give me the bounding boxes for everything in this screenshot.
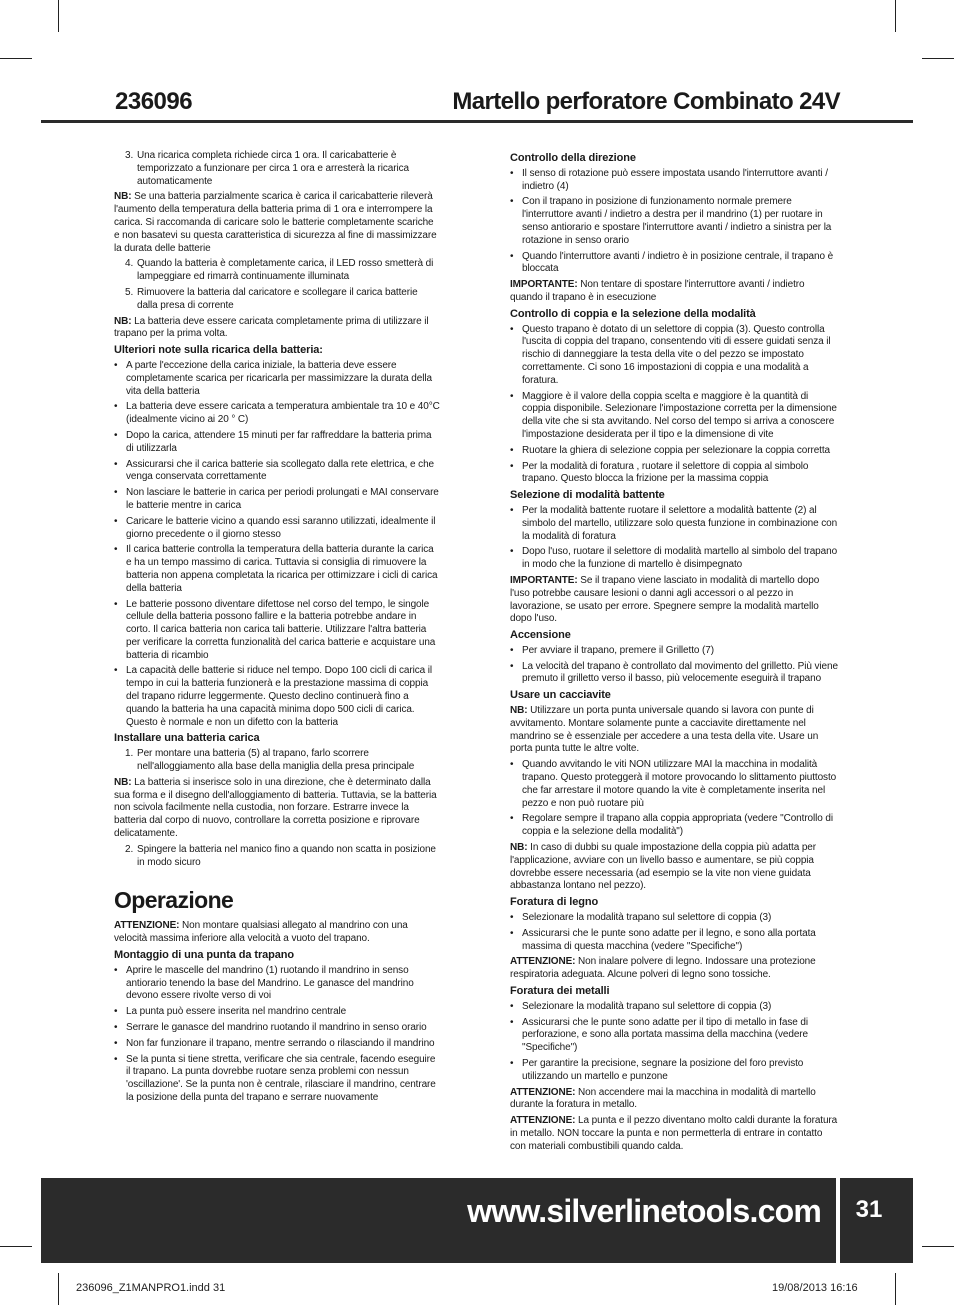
warning-label: ATTENZIONE: [510, 1115, 576, 1127]
warning-label: ATTENZIONE: [510, 1086, 576, 1098]
crop-mark [58, 0, 59, 32]
print-slug-date: 19/08/2013 16:16 [772, 1282, 858, 1294]
list-item: • Quando avvitando le viti NON utilizzare MAI la macchina in modalità trapano. Questo proteggerà il motore provocando lo slittamento piuttosto che far arrestare il motore quando la vite è completamente inserita nel pezzo e non può ruotare più [510, 759, 838, 810]
warning [510, 1087, 838, 1113]
product-title: Martello perforatore Combinato 24V [452, 88, 840, 115]
crop-mark [895, 1273, 896, 1305]
list-item: • Maggiore è il valore della coppia scelta e maggiore è la quantità di coppia disponibile. Selezionare l'impostazione corretta per la dimensione della vite che si sta avvitando. Nel corso del tempo si arriva a conoscere l'impostazione desiderata per il tipo e la dimensione di vite [510, 391, 838, 442]
warning [510, 1115, 838, 1153]
list-item: • Serrare le ganasce del mandrino ruotando il mandrino in senso orario [114, 1022, 440, 1035]
important-text: Non tentare di spostare l'interruttore avanti / indietro quando il trapano è in esecuzione [510, 279, 805, 303]
note [510, 842, 838, 893]
list-item: • Regolare sempre il trapano alla coppia appropriata (vedere "Controllo di coppia e la selezione della modalità") [510, 813, 838, 839]
list-item: • Assicurarsi che il carica batterie sia scollegato dalla rete elettrica, e che venga conservata correttamente [114, 459, 440, 485]
warning-text: Non montare qualsiasi allegato al mandrino con una velocità massima inferiore alla velocità a vuoto del trapano. [114, 920, 408, 945]
note-label: NB: [114, 776, 132, 788]
section-heading: Controllo della direzione [510, 152, 636, 164]
step-text: Per montare una batteria (5) al trapano, farlo scorrere nell'alloggiamento alla base della maniglia della presa principale [137, 748, 415, 773]
list-item: • Caricare le batterie vicino a quando essi saranno utilizzati, idealmente il giorno precedente o il giorno stesso [114, 516, 440, 542]
numbered-step [114, 287, 440, 313]
numbered-step [114, 748, 440, 774]
note-label: NB: [114, 191, 132, 203]
list-item: • La velocità del trapano è controllato dal movimento del grilletto. Più viene premuto il grilletto verso il basso, più velocemente eseguirà il trapano [510, 661, 838, 687]
bullet-list [510, 168, 838, 276]
list-item: • La capacità delle batterie si riduce nel tempo. Dopo 100 cicli di carica il tempo in cui la batteria funzionerà e la prestazione massima di coppia del trapano ridurre leggermente. Questo declino continuerà fino a quando la batteria ha una capacità minima dopo 500 cicli di carica. Questo è normale e non un difetto con la batteria [114, 665, 440, 729]
important-note [510, 575, 838, 626]
step-text: Spingere la batteria nel manico fino a quando non scatta in posizione in modo sicuro [137, 843, 436, 868]
list-item: • Con il trapano in posizione di funzionamento normale premere l'interruttore avanti / indietro a destra per il mandrino (1) per ruotare in senso antiorario e spostare l'interruttore avanti / indietro a sinistra per la rotazione in senso orario [510, 196, 838, 247]
right-column [510, 150, 838, 1157]
bullet-list [510, 324, 838, 487]
bullet-list [510, 1001, 838, 1084]
note-text: In caso di dubbi su quale impostazione della coppia più adatta per l'applicazione, avviare con un livello basso e aumentare, se più coppia dovrebbe essere necessaria (ad esempio se la vite non viene guidata abbastanza lontano nel pezzo). [510, 842, 816, 892]
list-item: • Selezionare la modalità trapano sul selettore di coppia (3) [510, 912, 838, 925]
note [114, 191, 440, 255]
list-item: • La batteria deve essere caricata a temperatura ambientale tra 10 e 40°C (idealmente vicino ai 20 ° C) [114, 401, 440, 427]
list-item: • A parte l'eccezione della carica iniziale, la batteria deve essere completamente scarica per ricaricarla per massimizzare la durata della vita della batteria [114, 360, 440, 398]
crop-mark [895, 0, 896, 32]
note [114, 316, 440, 342]
numbered-step [114, 844, 440, 870]
note-text: Se una batteria parzialmente scarica è carica il caricabatterie rileverà l'aumento della temperatura della batteria prima di 1 ora e interrompere la carica. Si raccomanda di caricare solo le batterie completamente scariche e non basatevi su questa caratteristica di sicurezza al fine di massimizzare la durata delle batterie [114, 191, 437, 254]
list-item: • Per la modalità di foratura , ruotare il selettore di coppia al simbolo trapano. Questo blocca la frizione per la massima coppia [510, 461, 838, 487]
crop-mark [0, 1246, 32, 1247]
list-item: • Se la punta si tiene stretta, verificare che sia centrale, facendo eseguire il trapano. La punta dovrebbe ruotare senza problemi con nessun 'oscillazione'. Se la punta non è centrale, rilasciare il mandrino, centrare la posizione della punta del trapano e serrare nuovamente [114, 1054, 440, 1105]
crop-mark [58, 1273, 59, 1305]
warning-label: ATTENZIONE: [114, 920, 180, 932]
note-label: NB: [510, 705, 528, 717]
bullet-list [114, 965, 440, 1105]
list-item: • Non far funzionare il trapano, mentre serrando o rilasciando il mandrino [114, 1038, 440, 1051]
website-link[interactable]: www.silverlinetools.com [467, 1193, 821, 1229]
bullet-list [510, 645, 838, 686]
list-item: • Le batterie possono diventare difettose nel corso del tempo, le singole cellule della batteria possono fallire e la batteria potrebbe andare in corto. Il carica batteria non carica tali batterie. Utilizzare l'altra batteria per verificare la corretta funzionalità del carica batterie e acquistare una batteria di ricambio [114, 599, 440, 663]
note-text: La batteria si inserisce solo in una direzione, che è determinato dalla sua forma e il disegno dell'alloggiamento di batteria. Tuttavia, se la batteria non scivola facilmente nella custodia, non forzare. Estrarre invece la batteria dal corpo di nuovo, controllare la corretta posizione e riprovare delicatamente. [114, 776, 437, 840]
step-text: Rimuovere la batteria dal caricatore e scollegare il carica batterie dalla presa di corrente [137, 286, 418, 311]
note [114, 777, 440, 841]
note-label: NB: [114, 315, 132, 327]
print-slug-file: 236096_Z1MANPRO1.indd 31 [76, 1282, 226, 1294]
bullet-list [510, 759, 838, 839]
list-item: • Il senso di rotazione può essere impostata usando l'interruttore avanti / indietro (4) [510, 168, 838, 194]
warning-text: Non inalare polvere di legno. Indossare una protezione respiratoria adeguata. Alcune polveri di legno sono tossiche. [510, 956, 816, 981]
crop-mark [922, 58, 954, 59]
warning [114, 920, 440, 946]
note-label: NB: [510, 842, 528, 854]
bullet-list [510, 912, 838, 953]
footer-divider [836, 1178, 840, 1263]
left-column [114, 150, 440, 1108]
list-item: • Per avviare il trapano, premere il Grilletto (7) [510, 645, 838, 658]
list-item: • La punta può essere inserita nel mandrino centrale [114, 1006, 440, 1019]
footer-bar [41, 1178, 913, 1263]
list-item: • Dopo la carica, attendere 15 minuti per far raffreddare la batteria prima di utilizzarla [114, 430, 440, 456]
section-heading: Foratura dei metalli [510, 985, 610, 998]
list-item: • Non lasciare le batterie in carica per periodi prolungati e MAI conservare le batterie mentre in carica [114, 487, 440, 513]
list-item: • Dopo l'uso, ruotare il selettore di modalità martello al simbolo del trapano in modo che la funzione di martello è disimpegnato [510, 546, 838, 572]
crop-mark [922, 1246, 954, 1247]
warning-text: Non accendere mai la macchina in modalità di martello durante la foratura in metallo. [510, 1086, 816, 1111]
section-heading: Installare una batteria carica [114, 732, 260, 745]
crop-mark [0, 58, 32, 59]
page-header [115, 88, 840, 114]
numbered-step [114, 258, 440, 284]
warning-label: ATTENZIONE: [510, 956, 576, 968]
list-item: • Aprire le mascelle del mandrino (1) ruotando il mandrino in senso antiorario tenendo la base del Mandrino. Le ganasce del mandrino devono essere rivolte verso di voi [114, 965, 440, 1003]
section-heading: Selezione di modalità battente [510, 489, 665, 502]
step-number: 1. [125, 748, 134, 760]
step-text: Quando la batteria è completamente carica, il LED rosso smetterà di lampeggiare ed rimarrà continuamente illuminata [137, 258, 434, 283]
list-item: • Assicurarsi che le punte sono adatte per il tipo di metallo in fase di perforazione, e sono alla portata massima della macchina (vedere "Specifiche") [510, 1017, 838, 1055]
important-note [510, 279, 838, 305]
note-text: La batteria deve essere caricata completamente prima di utilizzare il trapano per la prima volta. [114, 315, 429, 340]
page-number: 31 [855, 1196, 883, 1223]
header-rule [41, 120, 913, 123]
product-code: 236096 [115, 88, 193, 115]
note [510, 705, 838, 756]
section-heading: Controllo di coppia e la selezione della modalità [510, 307, 756, 320]
list-item: • Il carica batterie controlla la temperatura della batteria durante la carica e ha un tempo massimo di carica. Tuttavia si consiglia di rimuovere la batteria non appena completata la ricarica per ottimizzare i cicli di carica della batteria [114, 544, 440, 595]
chapter-title: Operazione [114, 887, 234, 914]
step-text: Una ricarica completa richiede circa 1 ora. Il caricabatterie è temporizzato a funzionare per circa 1 ora e arresterà la ricarica automaticamente [137, 150, 409, 187]
bullet-list [510, 505, 838, 572]
warning [510, 956, 838, 982]
step-number: 5. [125, 286, 134, 298]
list-item: • Questo trapano è dotato di un selettore di coppia (3). Questo controlla l'uscita di coppia del trapano, consentendo viti di essere guidati senza il rischio di danneggiare la testa della vite o del pezzo se impostato correttamente. Ci sono 16 impostazioni di coppia e una modalità a foratura. [510, 324, 838, 388]
list-item: • Selezionare la modalità trapano sul selettore di coppia (3) [510, 1001, 838, 1014]
important-text: Se il trapano viene lasciato in modalità di martello dopo l'uso potrebbe causare lesioni o danni agli accessori o al pezzo in lavorazione, se usato per errore. Spegnere sempre la modalità martello dopo l'uso. [510, 574, 820, 625]
important-label: IMPORTANTE: [510, 574, 578, 586]
step-number: 3. [125, 150, 134, 161]
note-text: Utilizzare un porta punta universale quando si lavora con punte di avvitamento. Montare solamente punte a cacciavite direttamente nel mandrino se è essenziale per accedere a una testa della vite. Usare un porta punta tutte le altre volte. [510, 705, 819, 755]
important-label: IMPORTANTE: [510, 279, 578, 291]
bullet-list [114, 360, 440, 730]
step-number: 2. [125, 843, 134, 855]
numbered-step [114, 150, 440, 188]
step-number: 4. [125, 258, 134, 270]
list-item: • Ruotare la ghiera di selezione coppia per selezionare la coppia corretta [510, 445, 838, 458]
list-item: • Per la modalità battente ruotare il selettore a modalità battente (2) al simbolo del martello, utilizzare solo questa funzione in combinazione con la modalità di foratura [510, 505, 838, 543]
section-heading: Accensione [510, 629, 571, 642]
list-item: • Quando l'interruttore avanti / indietro è in posizione centrale, il trapano è bloccata [510, 251, 838, 277]
section-heading: Foratura di legno [510, 896, 599, 909]
section-heading: Usare un cacciavite [510, 689, 611, 702]
section-heading: Ulteriori note sulla ricarica della batteria: [114, 344, 323, 357]
list-item: • Assicurarsi che le punte sono adatte per il legno, e sono alla portata massima di questa macchina (vedere "Specifiche") [510, 928, 838, 954]
section-heading: Montaggio di una punta da trapano [114, 949, 295, 962]
warning-text: La punta e il pezzo diventano molto caldi durante la foratura in metallo. NON toccare la punta e non permetterla di entrare in contatto con materiali combustibili quando calda. [510, 1115, 838, 1152]
list-item: • Per garantire la precisione, segnare la posizione del foro previsto utilizzando un martello e punzone [510, 1058, 838, 1084]
